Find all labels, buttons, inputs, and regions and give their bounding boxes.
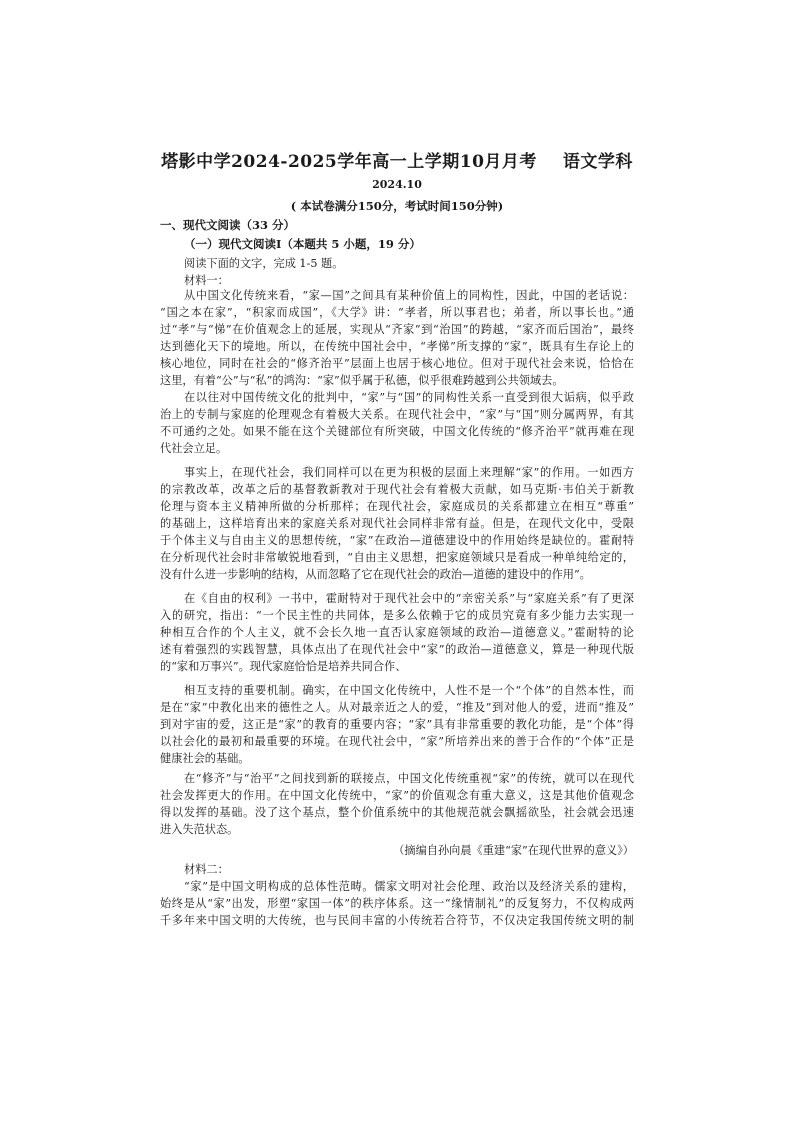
text-line: 过“孝”与“悌”在价值观念上的延展，实现从“齐家”到“治国”的跨越，“家齐而后国治”，最终 [160, 323, 634, 336]
text-line: 以社会化的最初和最重要的环境。在现代社会中，“家”所培养出来的善于合作的“个体”正是 [160, 735, 634, 748]
text-line: 种相互合作的个人主义，就不会长久地一直否认家庭领域的政治—道德意义。”霍耐特的论 [160, 626, 634, 639]
text-line: 在《自由的权利》一书中，霍耐特对于现代社会中的“亲密关系”与“家庭关系”有了更深 [184, 592, 634, 605]
text-line: 入的研究，指出：“一个民主性的共同体，是多么依赖于它的成员究竟有多少能力去实现一 [160, 609, 634, 622]
text-line: 达到德化天下的境地。所以，在传统中国社会中，“孝悌”所支撑的“家”，既具有生存论上的 [160, 340, 634, 353]
text-line: 相互支持的重要机制。确实，在中国文化传统中，人性不是一个“个体”的自然本性，而 [184, 684, 634, 697]
text-line: 在以往对中国传统文化的批判中，“家”与“国”的同构性关系一直受到很大诟病，似乎政 [184, 391, 634, 404]
text-line: 代社会立足。 [160, 442, 228, 455]
text-line: 事实上，在现代社会，我们同样可以在更为积极的层面上来理解“家”的作用。一如西方 [184, 466, 634, 479]
text-line: “国之本在家”，“积家而成国”，《大学》讲：“孝者，所以事君也；弟者，所以事长也。”通 [160, 306, 634, 319]
text-line: 治上的专制与家庭的伦理观念有着极大关系。在现代社会中，“家”与“国”则分属两界，有其 [160, 408, 634, 421]
text-line: 在“修齐”与“治平”之间找到新的联接点，中国文化传统重视“家”的传统，就可以在现代 [184, 772, 634, 785]
exam-title-text: 塔影中学2024-2025学年高一上学期10月月考 [161, 152, 537, 172]
text-line: 于个体主义与自由主义的思想传统，“家”在政治—道德建设中的作用始终是缺位的。霍耐特 [160, 534, 634, 547]
text-line: 述有着强烈的实践智慧，具体点出了在现代社会中“家”的政治—道德意义，算是一种现代版 [160, 643, 634, 656]
text-line: 在分析现代社会时非常敏锐地看到，“自由主义思想，把家庭领域只是看成一种单纯给定的， [160, 551, 634, 564]
text-line: 没有什么进一步影响的结构，从而忽略了它在现代社会的政治—道德的建设中的作用”。 [160, 568, 591, 581]
text-line: 到对宇宙的爱，这正是“家”的教育的重要内容；“家”具有非常重要的教化功能，是“个体”得 [160, 718, 634, 731]
text-line: 健康社会的基础。 [160, 752, 250, 765]
text-line: 的“家和万事兴”。现代家庭恰恰是培养共同合作、 [160, 660, 407, 673]
text-line: “家”是中国文明构成的总体性范畴。儒家文明对社会伦理、政治以及经济关系的建构， [184, 880, 634, 893]
text-line: 不可通约之处。如果不能在这个关键部位有所突破，中国文化传统的“修齐治平”就再难在现 [160, 425, 634, 438]
subject-label: 语文学科 [562, 152, 633, 172]
exam-title [0, 147, 794, 172]
section-heading: 一、现代文阅读（33 分） [160, 218, 296, 232]
text-line: 始终是从“家”出发，形塑“家国一体”的秩序体系。这一“缘情制礼”的反复努力，不仅构成两 [160, 897, 634, 910]
material-1-label: 材料一： [184, 274, 229, 287]
text-line: 这里，有着“公”与“私”的鸿沟：“家”似乎属于私德，似乎很难跨越到公共领域去。 [160, 374, 564, 387]
source-citation: （摘编自孙向晨《重建“家”在现代世界的意义》） [393, 844, 634, 857]
exam-date: 2024.10 [372, 178, 422, 191]
exam-note: ( 本试卷满分150分，考试时间150分钟) [290, 199, 504, 213]
text-line: 是在“家”中教化出来的德性之人。从对最亲近之人的爱，“推及”到对他人的爱，进而“推及” [160, 701, 634, 714]
text-line: 得以发挥的基础。没了这个基点，整个价值系统中的其他规范就会飘摇欲坠，社会就会迅速 [160, 806, 634, 819]
text-line: 从中国文化传统来看，“家—国”之间具有某种价值上的同构性，因此，中国的老话说： [184, 289, 634, 302]
text-line: 进入失范状态。 [160, 823, 239, 836]
text-line: 的基础上，这样培育出来的家庭关系对现代社会同样非常有益。但是，在现代文化中，受限 [160, 517, 634, 530]
text-line: 千多年来中国文明的大传统，也与民间丰富的小传统若合符节，不仅决定我国传统文明的制 [160, 914, 634, 927]
text-line: 核心地位，同时在社会的“修齐治平”层面上也居于核心地位。但对于现代社会来说，恰恰在 [160, 357, 634, 370]
text-line: 的宗教改革，改革之后的基督教新教对于现代社会有着极大贡献，如马克斯·韦伯关于新教 [160, 483, 634, 496]
subsection-heading: （一）现代文阅读Ⅰ（本题共 5 小题，19 分） [184, 237, 421, 251]
text-line: 社会发挥更大的作用。在中国文化传统中，“家”的价值观念有重大意义，这是其他价值观念 [160, 789, 634, 802]
material-2-label: 材料二： [184, 863, 229, 876]
text-line: 伦理与资本主义精神所做的分析那样；在现代社会，家庭成员的关系都建立在相互“尊重” [160, 500, 634, 513]
instruction-text: 阅读下面的文字，完成 1-5 题。 [184, 257, 344, 270]
